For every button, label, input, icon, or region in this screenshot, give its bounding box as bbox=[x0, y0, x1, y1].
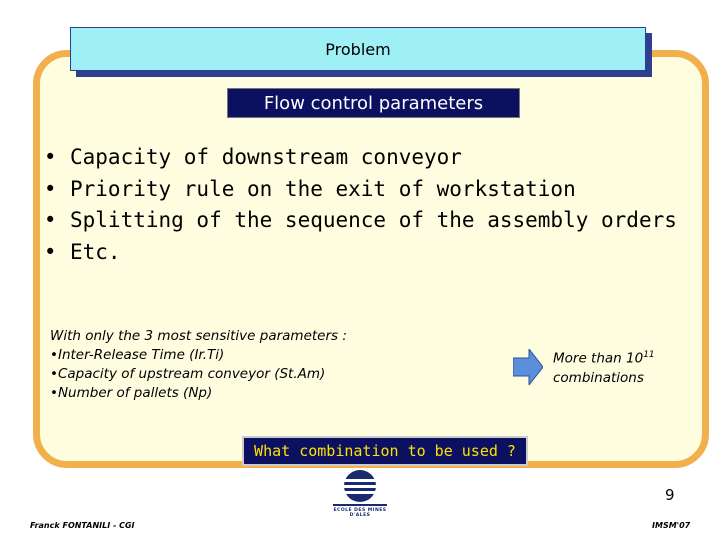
bullet-dot: • bbox=[44, 176, 57, 201]
combinations-suffix: combinations bbox=[553, 369, 644, 386]
parameter-item: •Inter-Release Time (Ir.Ti) bbox=[50, 347, 225, 363]
subtitle-text: Flow control parameters bbox=[263, 92, 484, 114]
combinations-exponent: 11 bbox=[643, 350, 655, 360]
bullet-item bbox=[44, 174, 677, 206]
bullet-text: Priority rule on the exit of workstation bbox=[70, 176, 576, 201]
logo-caption: ECOLE DES MINES D'ALES bbox=[333, 508, 387, 518]
bullet-item bbox=[44, 237, 677, 269]
slide-title-text: Problem bbox=[325, 39, 391, 59]
question-box bbox=[242, 436, 528, 466]
right-arrow-icon bbox=[513, 349, 543, 385]
bullet-text: Etc. bbox=[70, 239, 121, 264]
school-logo-icon bbox=[325, 468, 395, 508]
bullet-dot: • bbox=[44, 239, 57, 264]
bullet-dot: • bbox=[44, 208, 57, 232]
combinations-prefix: More than 10 bbox=[553, 350, 644, 367]
author-footer: Franck FONTANILI - CGI bbox=[30, 521, 135, 530]
slide-title bbox=[70, 27, 646, 71]
bullet-item bbox=[44, 205, 677, 237]
page-number: 9 bbox=[665, 486, 675, 504]
parameters-block bbox=[50, 327, 410, 403]
bullet-item bbox=[44, 142, 677, 174]
question-text: What combination to be used ? bbox=[254, 442, 516, 460]
bullet-list bbox=[44, 142, 677, 268]
parameters-intro: With only the 3 most sensitive parameters : bbox=[50, 328, 347, 344]
parameter-item: •Number of pallets (Np) bbox=[50, 385, 213, 401]
combinations-note bbox=[553, 346, 683, 388]
parameter-item: •Capacity of upstream conveyor (St.Am) bbox=[50, 366, 326, 382]
conference-footer: IMSM'07 bbox=[652, 521, 691, 530]
bullet-text: Splitting of the sequence of the assembly orders bbox=[70, 208, 677, 232]
bullet-dot: • bbox=[44, 145, 57, 169]
subtitle-box bbox=[227, 88, 520, 118]
bullet-text: Capacity of downstream conveyor bbox=[70, 145, 462, 169]
